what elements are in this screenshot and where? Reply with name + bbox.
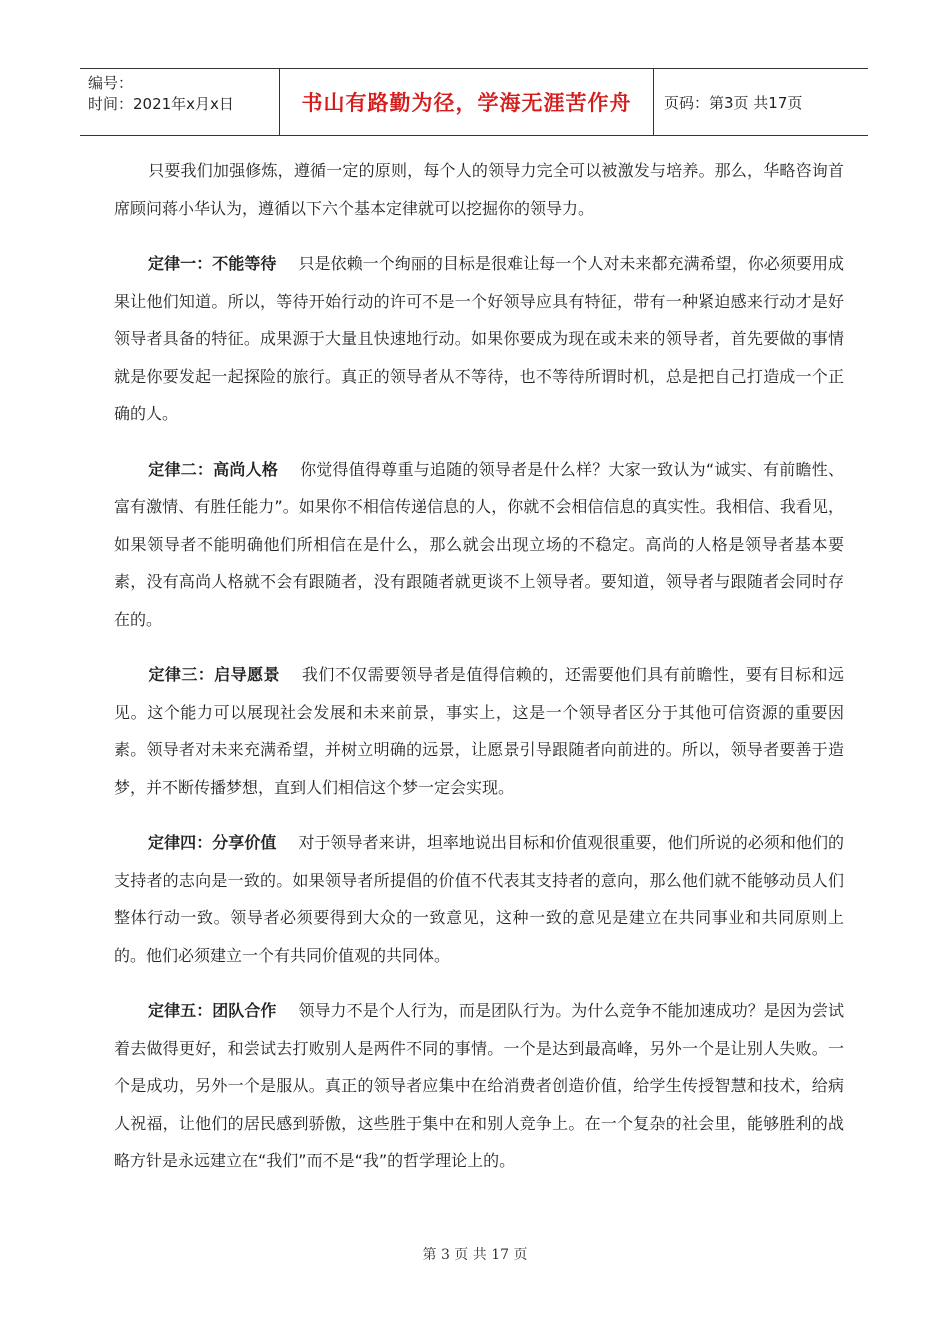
page-footer <box>0 1244 950 1264</box>
law-paragraph <box>114 656 844 806</box>
motto: 书山有路勤为径，学海无涯苦作舟 <box>301 91 632 115</box>
header-table <box>80 68 868 136</box>
number-label: 编号： <box>88 74 134 92</box>
intro-text: 只要我们加强修炼，遵循一定的原则，每个人的领导力完全可以被激发与培养。那么，华略咨询首席顾问蒋小华认为，遵循以下六个基本定律就可以挖掘你的领导力。 <box>114 161 844 218</box>
header-page-cell <box>654 69 868 135</box>
law-title: 定律五：团队合作 <box>148 1001 277 1020</box>
footer-page-number: 第 3 页 共 17 页 <box>422 1247 528 1263</box>
law-title: 定律一：不能等待 <box>148 254 277 273</box>
law-paragraph <box>114 451 844 639</box>
law-text: 只是依赖一个绚丽的目标是很难让每一个人对未来都充满希望，你必须要用成果让他们知道。所以，等待开始行动的许可不是一个好领导应具有特征，带有一种紧迫感来行动才是好领导者具备的特征。成果源于大量且快速地行动。如果你要成为现在或未来的领导者，首先要做的事情就是你要发起一起探险的旅行。真正的领导者从不等待，也不等待所谓时机，总是把自己打造成一个正确的人。 <box>114 254 844 423</box>
law-text: 我们不仅需要领导者是值得信赖的，还需要他们具有前瞻性，要有目标和远见。这个能力可以展现社会发展和未来前景，事实上，这是一个领导者区分于其他可信资源的重要因素。领导者对未来充满希望，并树立明确的远景，让愿景引导跟随者向前进的。所以，领导者要善于造梦，并不断传播梦想，直到人们相信这个梦一定会实现。 <box>114 665 844 797</box>
law-text: 对于领导者来讲，坦率地说出目标和价值观很重要，他们所说的必须和他们的支持者的志向是一致的。如果领导者所提倡的价值不代表其支持者的意向，那么他们就不能够动员人们整体行动一致。领导者必须要得到大众的一致意见，这种一致的意见是建立在共同事业和共同原则上的。他们必须建立一个有共同价值观的共同体。 <box>114 833 844 965</box>
law-paragraph <box>114 992 844 1180</box>
intro-paragraph <box>114 152 844 227</box>
law-text: 你觉得值得尊重与追随的领导者是什么样？大家一致认为“诚实、有前瞻性、富有激情、有胜任能力”。如果你不相信传递信息的人，你就不会相信信息的真实性。我相信、我看见，如果领导者不能明确他们所相信在是什么，那么就会出现立场的不稳定。高尚的人格是领导者基本要素，没有高尚人格就不会有跟随者，没有跟随者就更谈不上领导者。要知道，领导者与跟随者会同时存在的。 <box>114 459 844 629</box>
header-meta <box>80 69 280 135</box>
law-paragraph <box>114 245 844 433</box>
page-info: 页码：第3页 共17页 <box>664 93 803 112</box>
law-title: 定律四：分享价值 <box>148 833 277 852</box>
time-label: 时间：2021年x月x日 <box>88 95 234 113</box>
document-body <box>114 152 844 1198</box>
law-title: 定律二：高尚人格 <box>148 459 279 479</box>
law-paragraph <box>114 824 844 974</box>
header-motto-cell <box>280 69 654 135</box>
law-text: 领导力不是个人行为，而是团队行为。为什么竞争不能加速成功？是因为尝试着去做得更好，和尝试去打败别人是两件不同的事情。一个是达到最高峰，另外一个是让别人失败。一个是成功，另外一个是服从。真正的领导者应集中在给消费者创造价值，给学生传授智慧和技术，给病人祝福，让他们的居民感到骄傲，这些胜于集中在和别人竞争上。在一个复杂的社会里，能够胜利的战略方针是永远建立在“我们”而不是“我”的哲学理论上的。 <box>114 1001 844 1170</box>
law-title: 定律三：启导愿景 <box>148 665 280 684</box>
